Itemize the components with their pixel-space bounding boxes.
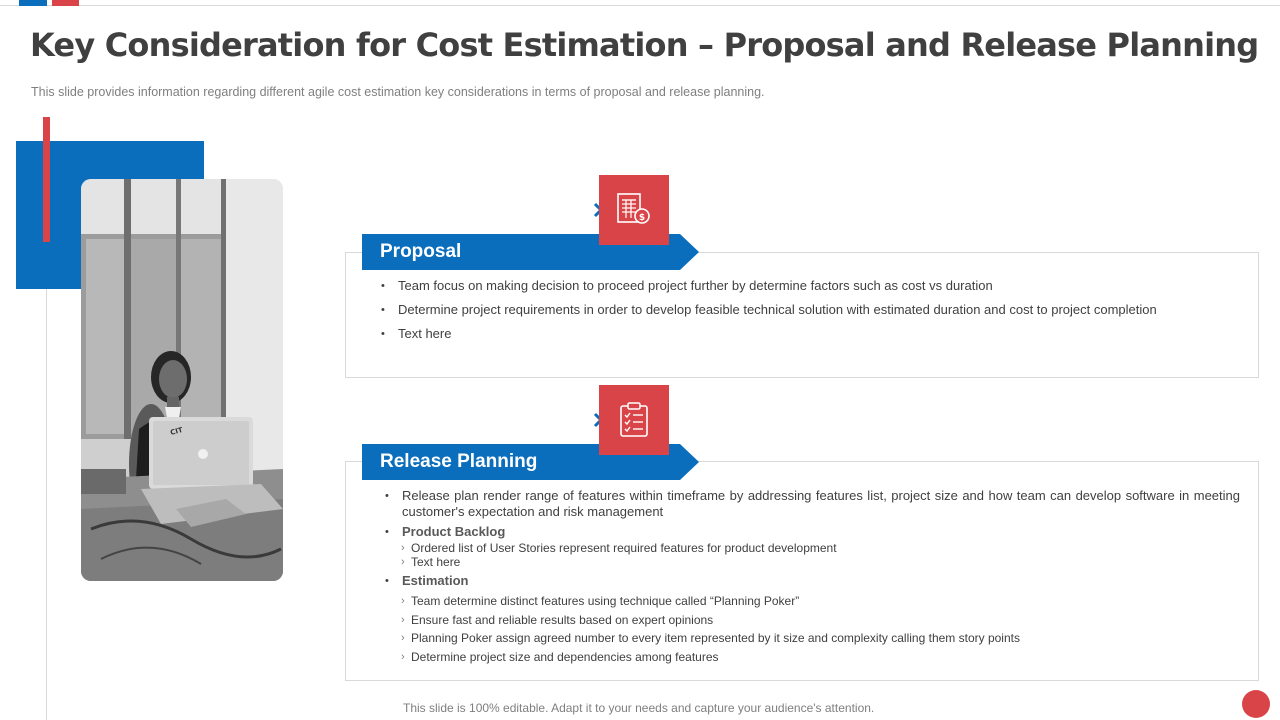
- product-backlog-list: [401, 541, 1240, 569]
- proposal-bullet-list: [381, 278, 1241, 350]
- top-divider: [0, 5, 1280, 6]
- sub-list-item: › Ensure fast and reliable results based on expert opinions: [401, 612, 714, 627]
- invoice-dollar-icon: [616, 192, 652, 228]
- list-item: • Product Backlog: [385, 524, 1240, 540]
- red-accent-bar: [43, 117, 50, 242]
- release-intro: Release plan render range of features within timeframe by addressing features list, project size and how team can develop software in meeting customer's expectation and risk management: [402, 488, 1240, 519]
- release-icon-tile: [599, 385, 669, 455]
- list-item: • Team focus on making decision to proceed project further by determine factors such as cost vs duration: [381, 278, 1241, 294]
- list-item: • Determine project requirements in order to develop feasible technical solution with estimated duration and cost to project completion: [381, 302, 1241, 318]
- release-bullet-list: [385, 488, 1240, 666]
- estimation-list: [401, 592, 1240, 666]
- sub-list-item: › Ordered list of User Stories represent required features for product development: [401, 541, 837, 555]
- office-meeting-photo: [81, 179, 283, 581]
- estimation-heading: Estimation: [402, 573, 469, 588]
- proposal-icon-tile: [599, 175, 669, 245]
- list-item: • Estimation: [385, 573, 1240, 589]
- slide-subtitle: This slide provides information regarding different agile cost estimation key considerations in terms of proposal and release planning.: [31, 85, 765, 99]
- svg-text:$: $: [638, 213, 646, 223]
- clipboard-checklist-icon: [616, 402, 652, 438]
- release-heading: Release Planning: [380, 451, 538, 472]
- list-item: • Release plan render range of features within timeframe by addressing features list, project size and how team can develop software in meeting customer's expectation and risk management: [385, 488, 1240, 519]
- laptop-sticker: CIT: [169, 425, 184, 437]
- corner-dot: [1242, 690, 1270, 718]
- sub-list-item: › Determine project size and dependencies among features: [401, 649, 719, 664]
- sub-list-item: › Planning Poker assign agreed number to every item represented by it size and complexity calling them story points: [401, 631, 1020, 645]
- top-blue-tab: [19, 0, 47, 6]
- list-item: • Text here: [381, 326, 1241, 342]
- sub-list-item: › Team determine distinct features using technique called “Planning Poker”: [401, 594, 800, 608]
- slide-title: Key Consideration for Cost Estimation – Proposal and Release Planning: [30, 26, 1259, 64]
- sub-list-item: › Text here: [401, 555, 461, 569]
- product-backlog-heading: Product Backlog: [402, 524, 506, 539]
- left-vertical-rule: [46, 240, 47, 720]
- footer-note: This slide is 100% editable. Adapt it to your needs and capture your audience's attention.: [403, 701, 875, 715]
- top-red-tab: [52, 0, 79, 6]
- proposal-heading: Proposal: [380, 241, 462, 262]
